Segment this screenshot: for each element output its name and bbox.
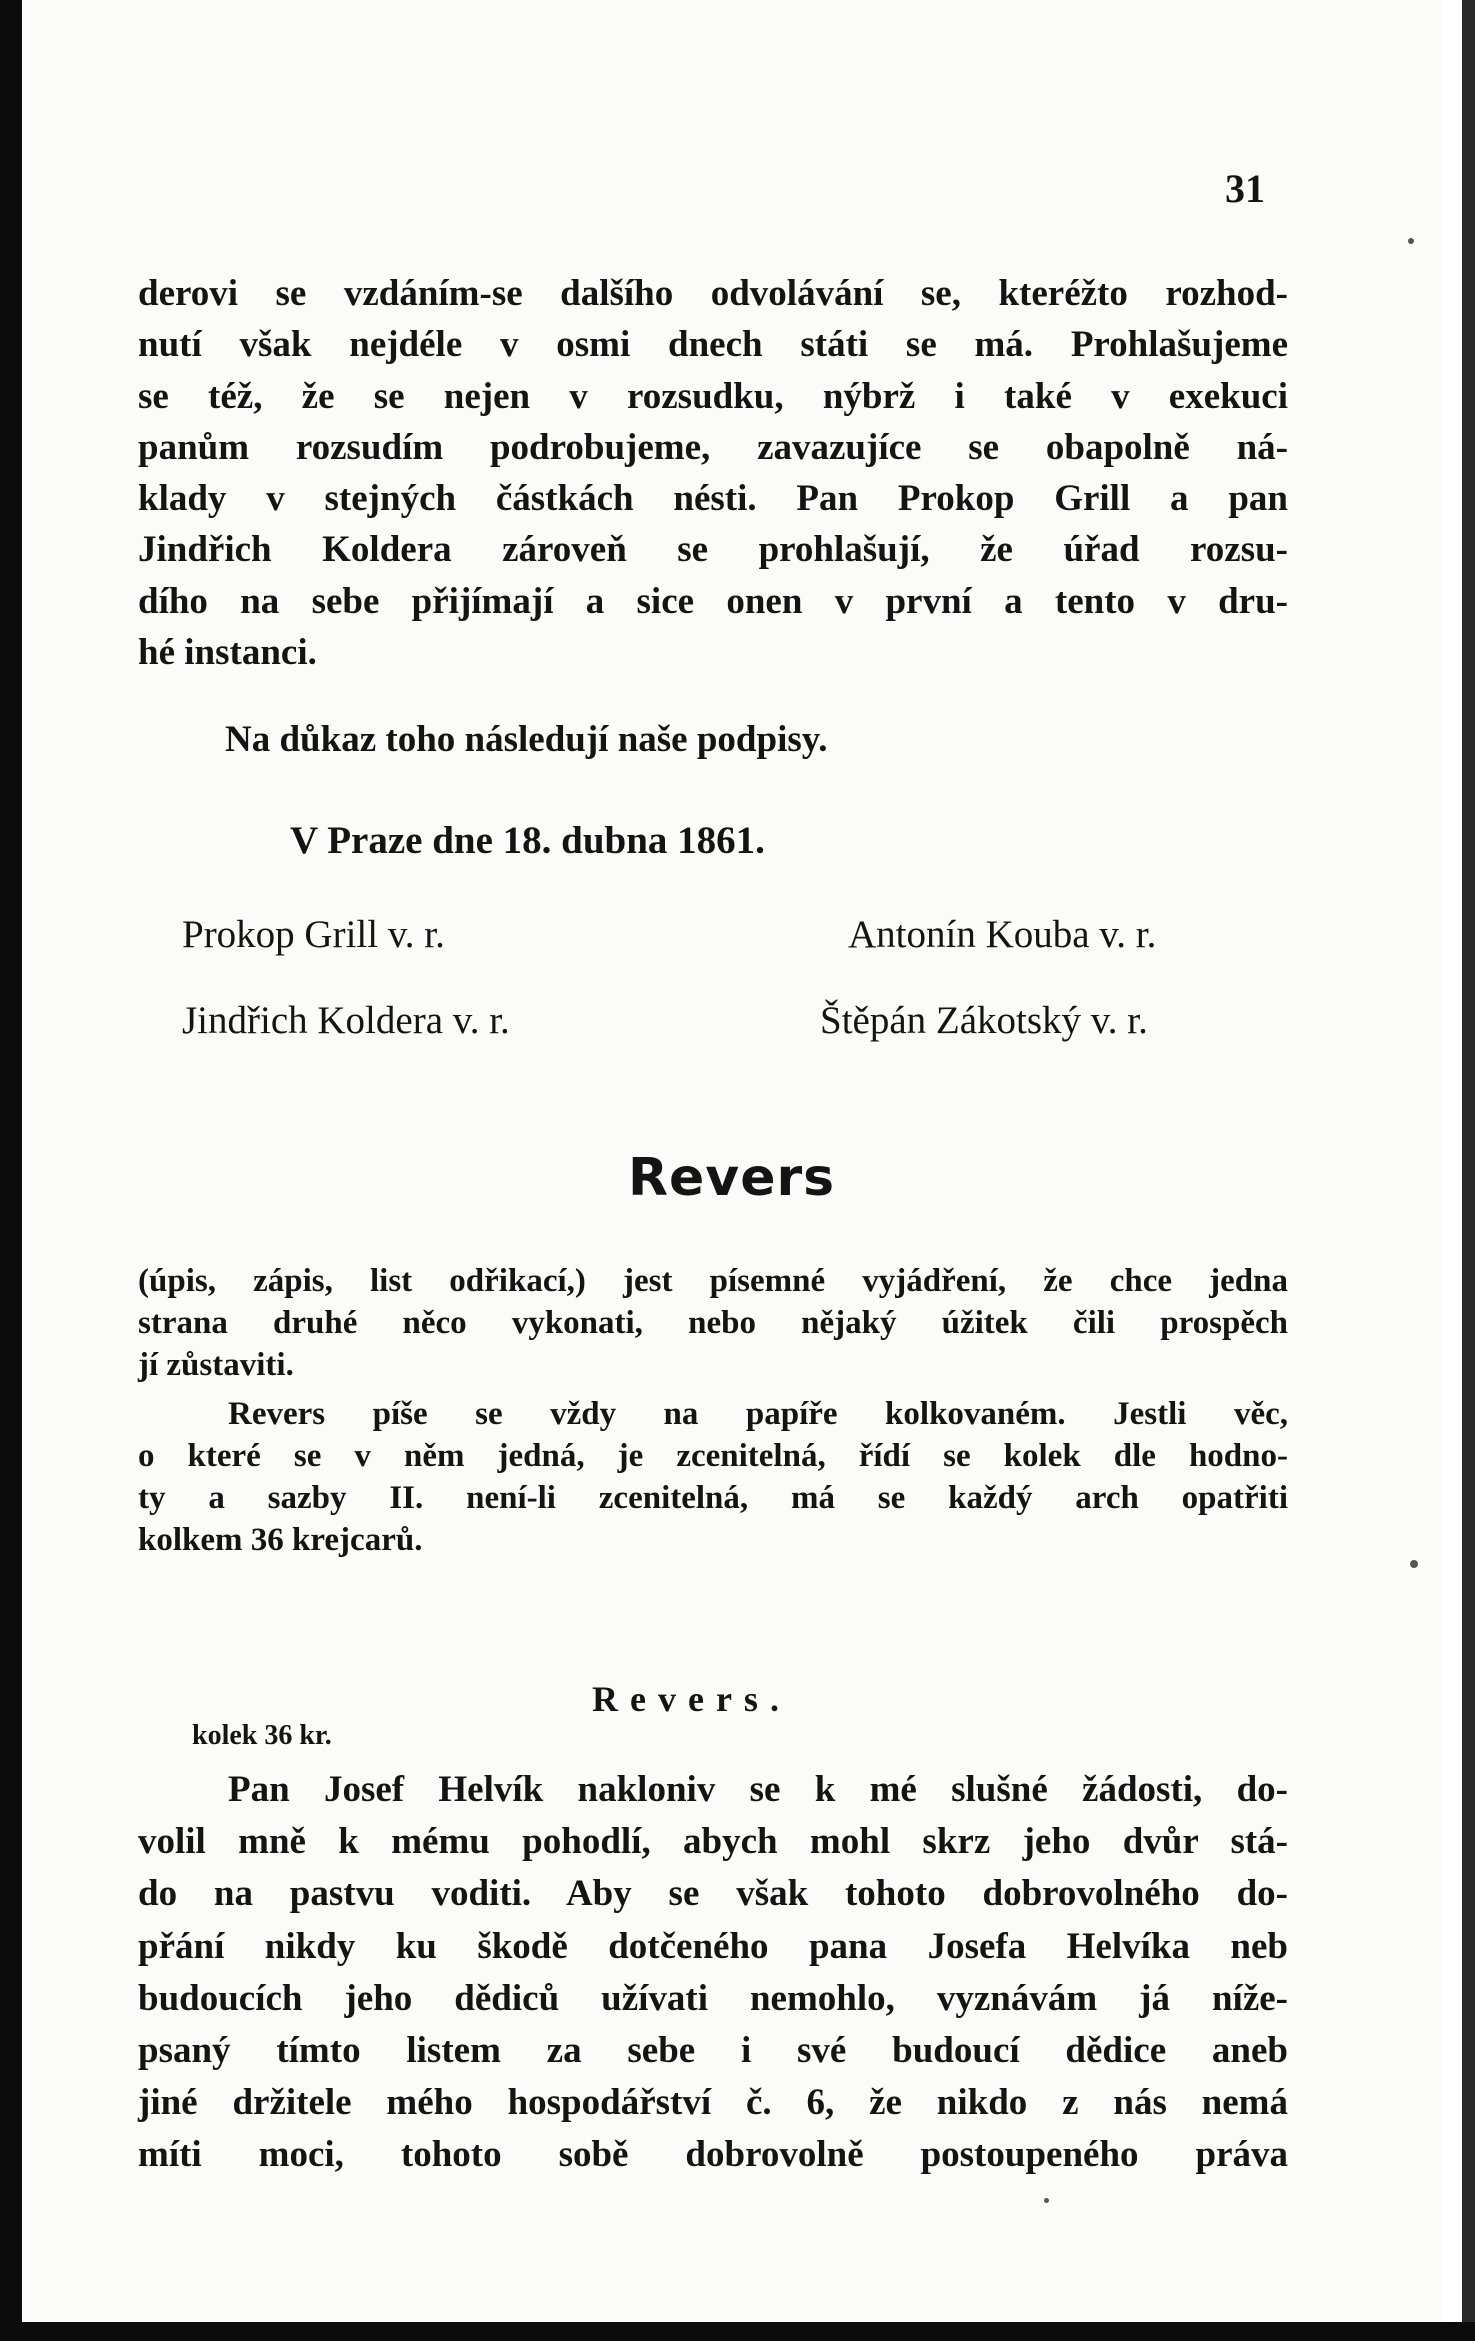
text-line: míti moci, tohoto sobě dobrovolně postoupeného práva xyxy=(138,2134,1288,2176)
date-line: V Praze dne 18. dubna 1861. xyxy=(290,819,765,862)
text-line: se též, že se nejen v rozsudku, nýbrž i také v exekuci xyxy=(138,375,1288,417)
page-number: 31 xyxy=(1225,166,1265,211)
text-line: budoucích jeho dědiců užívati nemohlo, vyznávám já níže- xyxy=(138,1977,1288,2019)
scan-frame-right xyxy=(1462,0,1475,2341)
text-line: Jindřich Koldera zároveň se prohlašují, že úřad rozsu- xyxy=(138,529,1288,571)
signature-jindrich-koldera: Jindřich Koldera v. r. xyxy=(182,999,510,1042)
stamp-paragraph xyxy=(138,1393,1288,1561)
scan-speck xyxy=(1408,238,1414,244)
text-line: Revers píše se vždy na papíře kolkovaném. Jestli věc, xyxy=(228,1396,1288,1432)
scan-frame-bottom xyxy=(0,2322,1475,2341)
scan-frame-left xyxy=(0,0,22,2341)
example-heading: Revers. xyxy=(592,1679,791,1719)
text-line: Pan Josef Helvík nakloniv se k mé slušné žádosti, do- xyxy=(228,1769,1288,1810)
text-line: derovi se vzdáním-se dalšího odvolávání se, kteréžto rozhod- xyxy=(138,273,1288,314)
text-line: dího na sebe přijímají a sice onen v první a tento v dru- xyxy=(138,580,1288,622)
definition-paragraph xyxy=(138,1260,1288,1386)
signature-prokop-grill: Prokop Grill v. r. xyxy=(182,913,445,956)
closing-line: Na důkaz toho následují naše podpisy. xyxy=(225,719,828,760)
text-line: strana druhé něco vykonati, nebo nějaký úžitek čili prospěch xyxy=(138,1305,1288,1341)
text-line: jiné držitele mého hospodářství č. 6, že nikdo z nás nemá xyxy=(138,2082,1288,2124)
text-line: panům rozsudím podrobujeme, zavazujíce se obapolně ná- xyxy=(138,426,1288,468)
text-line: do na pastvu voditi. Aby se však tohoto dobrovolného do- xyxy=(138,1873,1288,1915)
text-line: ty a sazby II. není-li zcenitelná, má se každý arch opatřiti xyxy=(138,1480,1288,1516)
section-heading-revers: Revers xyxy=(628,1148,836,1208)
example-paragraph xyxy=(138,1764,1288,2182)
text-line: přání nikdy ku škodě dotčeného pana Josefa Helvíka neb xyxy=(138,1925,1288,1967)
text-line: o které se v něm jedná, je zcenitelná, řídí se kolek dle hodno- xyxy=(138,1438,1288,1474)
text-line: (úpis, zápis, list odřikací,) jest písemné vyjádření, že chce jedna xyxy=(138,1263,1288,1299)
text-line: jí zůstaviti. xyxy=(138,1347,294,1383)
signature-antonin-kouba: Antonín Kouba v. r. xyxy=(848,913,1157,956)
signature-stepan-zakotsky: Štěpán Zákotský v. r. xyxy=(820,999,1148,1042)
stamp-note: kolek 36 kr. xyxy=(192,1720,332,1751)
text-line: klady v stejných částkách nésti. Pan Prokop Grill a pan xyxy=(138,478,1288,520)
text-line: hé instanci. xyxy=(138,632,317,674)
text-line: kolkem 36 krejcarů. xyxy=(138,1522,423,1558)
scan-speck xyxy=(1410,1560,1418,1568)
scan-speck xyxy=(1044,2198,1049,2203)
text-line: nutí však nejdéle v osmi dnech státi se má. Prohlašujeme xyxy=(138,324,1288,366)
text-line: volil mně k mému pohodlí, abych mohl skrz jeho dvůr stá- xyxy=(138,1821,1288,1863)
continued-paragraph xyxy=(138,268,1288,678)
text-line: psaný tímto listem za sebe i své budoucí dědice aneb xyxy=(138,2029,1288,2071)
